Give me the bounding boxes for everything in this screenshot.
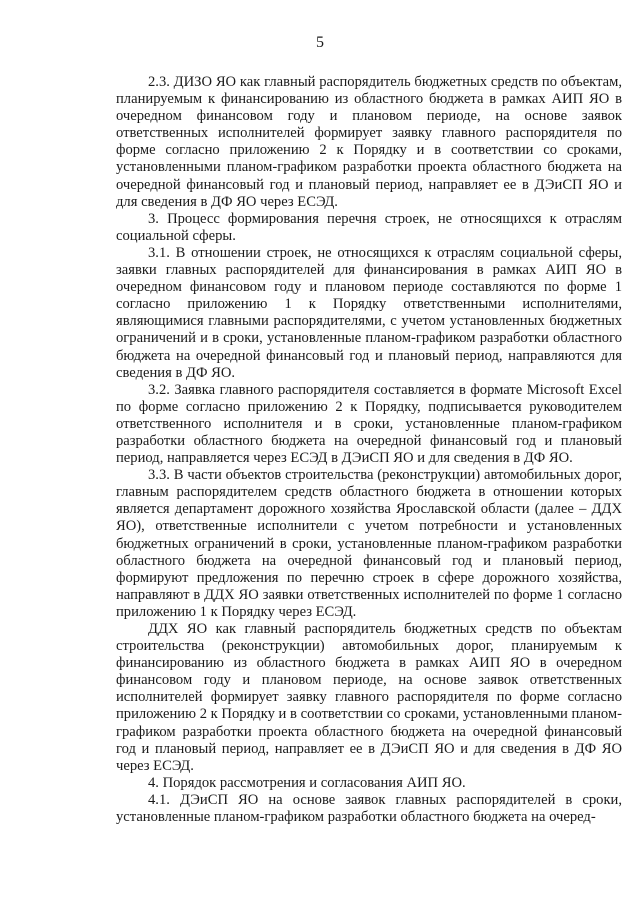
paragraph-3-2: 3.2. Заявка главного распорядителя составляется в формате Microsoft Excel по форме согласно приложению 2 к Порядку, подписывается руководителем ответственного исполнителя и в сроки, установленные планом-графиком разработки областного бюджета на очередной финансовый год и плановый период, направляется через ЕСЭД в ДЭиСП ЯО и для сведения в ДФ ЯО. <box>116 381 622 467</box>
section-3-heading: 3. Процесс формирования перечня строек, не относящихся к отраслям социальной сферы. <box>116 210 622 244</box>
paragraph-4-1: 4.1. ДЭиСП ЯО на основе заявок главных распорядителей в сроки, установленные планом-графиком разработки областного бюджета на очеред- <box>116 791 622 826</box>
page-number: 5 <box>316 34 324 51</box>
document-body <box>116 74 622 826</box>
paragraph-3-1: 3.1. В отношении строек, не относящихся к отраслям социальной сферы, заявки главных распорядителей для финансирования в рамках АИП ЯО в очередном финансовом году и плановом периоде составляются по форме 1 согласно приложению 1 к Порядку ответственными исполнителями, являющимися главными распорядителями, с учетом установленных бюджетных ограничений и в сроки, установленные планом-графиком разработки областного бюджета на очередной финансовый год и плановый период, направляются для сведения в ДФ ЯО. <box>116 244 622 381</box>
paragraph-ddh: ДДХ ЯО как главный распорядитель бюджетных средств по объектам строительства (реконструкции) автомобильных дорог, планируемым к финансированию из областного бюджета в рамках АИП ЯО в очередном финансовом году и плановом периоде, на основе заявок ответственных исполнителей формирует заявку главного распорядителя по форме согласно приложению 2 к Порядку и в соответствии со сроками, установленными планом-графиком разработки проекта областного бюджета на очередной финансовый год и плановый период, направляет ее в ДЭиСП ЯО и для сведения в ДФ ЯО через ЕСЭД. <box>116 621 622 774</box>
paragraph-3-3: 3.3. В части объектов строительства (реконструкции) автомобильных дорог, главным распорядителем средств областного бюджета в отношении которых является департамент дорожного хозяйства Ярославской области (далее – ДДХ ЯО), ответственные исполнители с учетом потребности и установленных бюджетных ограничений в сроки, установленные планом-графиком разработки областного бюджета на очередной финансовый год и плановый период, формируют предложения по перечню строек в сфере дорожного хозяйства, направляют в ДДХ ЯО заявки ответственных исполнителей по форме 1 согласно приложению 1 к Порядку через ЕСЭД. <box>116 467 622 620</box>
section-4-heading: 4. Порядок рассмотрения и согласования АИП ЯО. <box>148 774 466 791</box>
paragraph-2-3: 2.3. ДИЗО ЯО как главный распорядитель бюджетных средств по объектам, планируемым к финансированию из областного бюджета в рамках АИП ЯО в очередном финансовом году и плановом периоде, на основе заявок ответственных исполнителей формирует заявку главного распорядителя по форме согласно приложению 2 к Порядку и в соответствии со сроками, установленными планом-графиком разработки проекта областного бюджета на очередной финансовый год и плановый период, направляет ее в ДЭиСП ЯО и для сведения в ДФ ЯО через ЕСЭД. <box>116 74 622 210</box>
